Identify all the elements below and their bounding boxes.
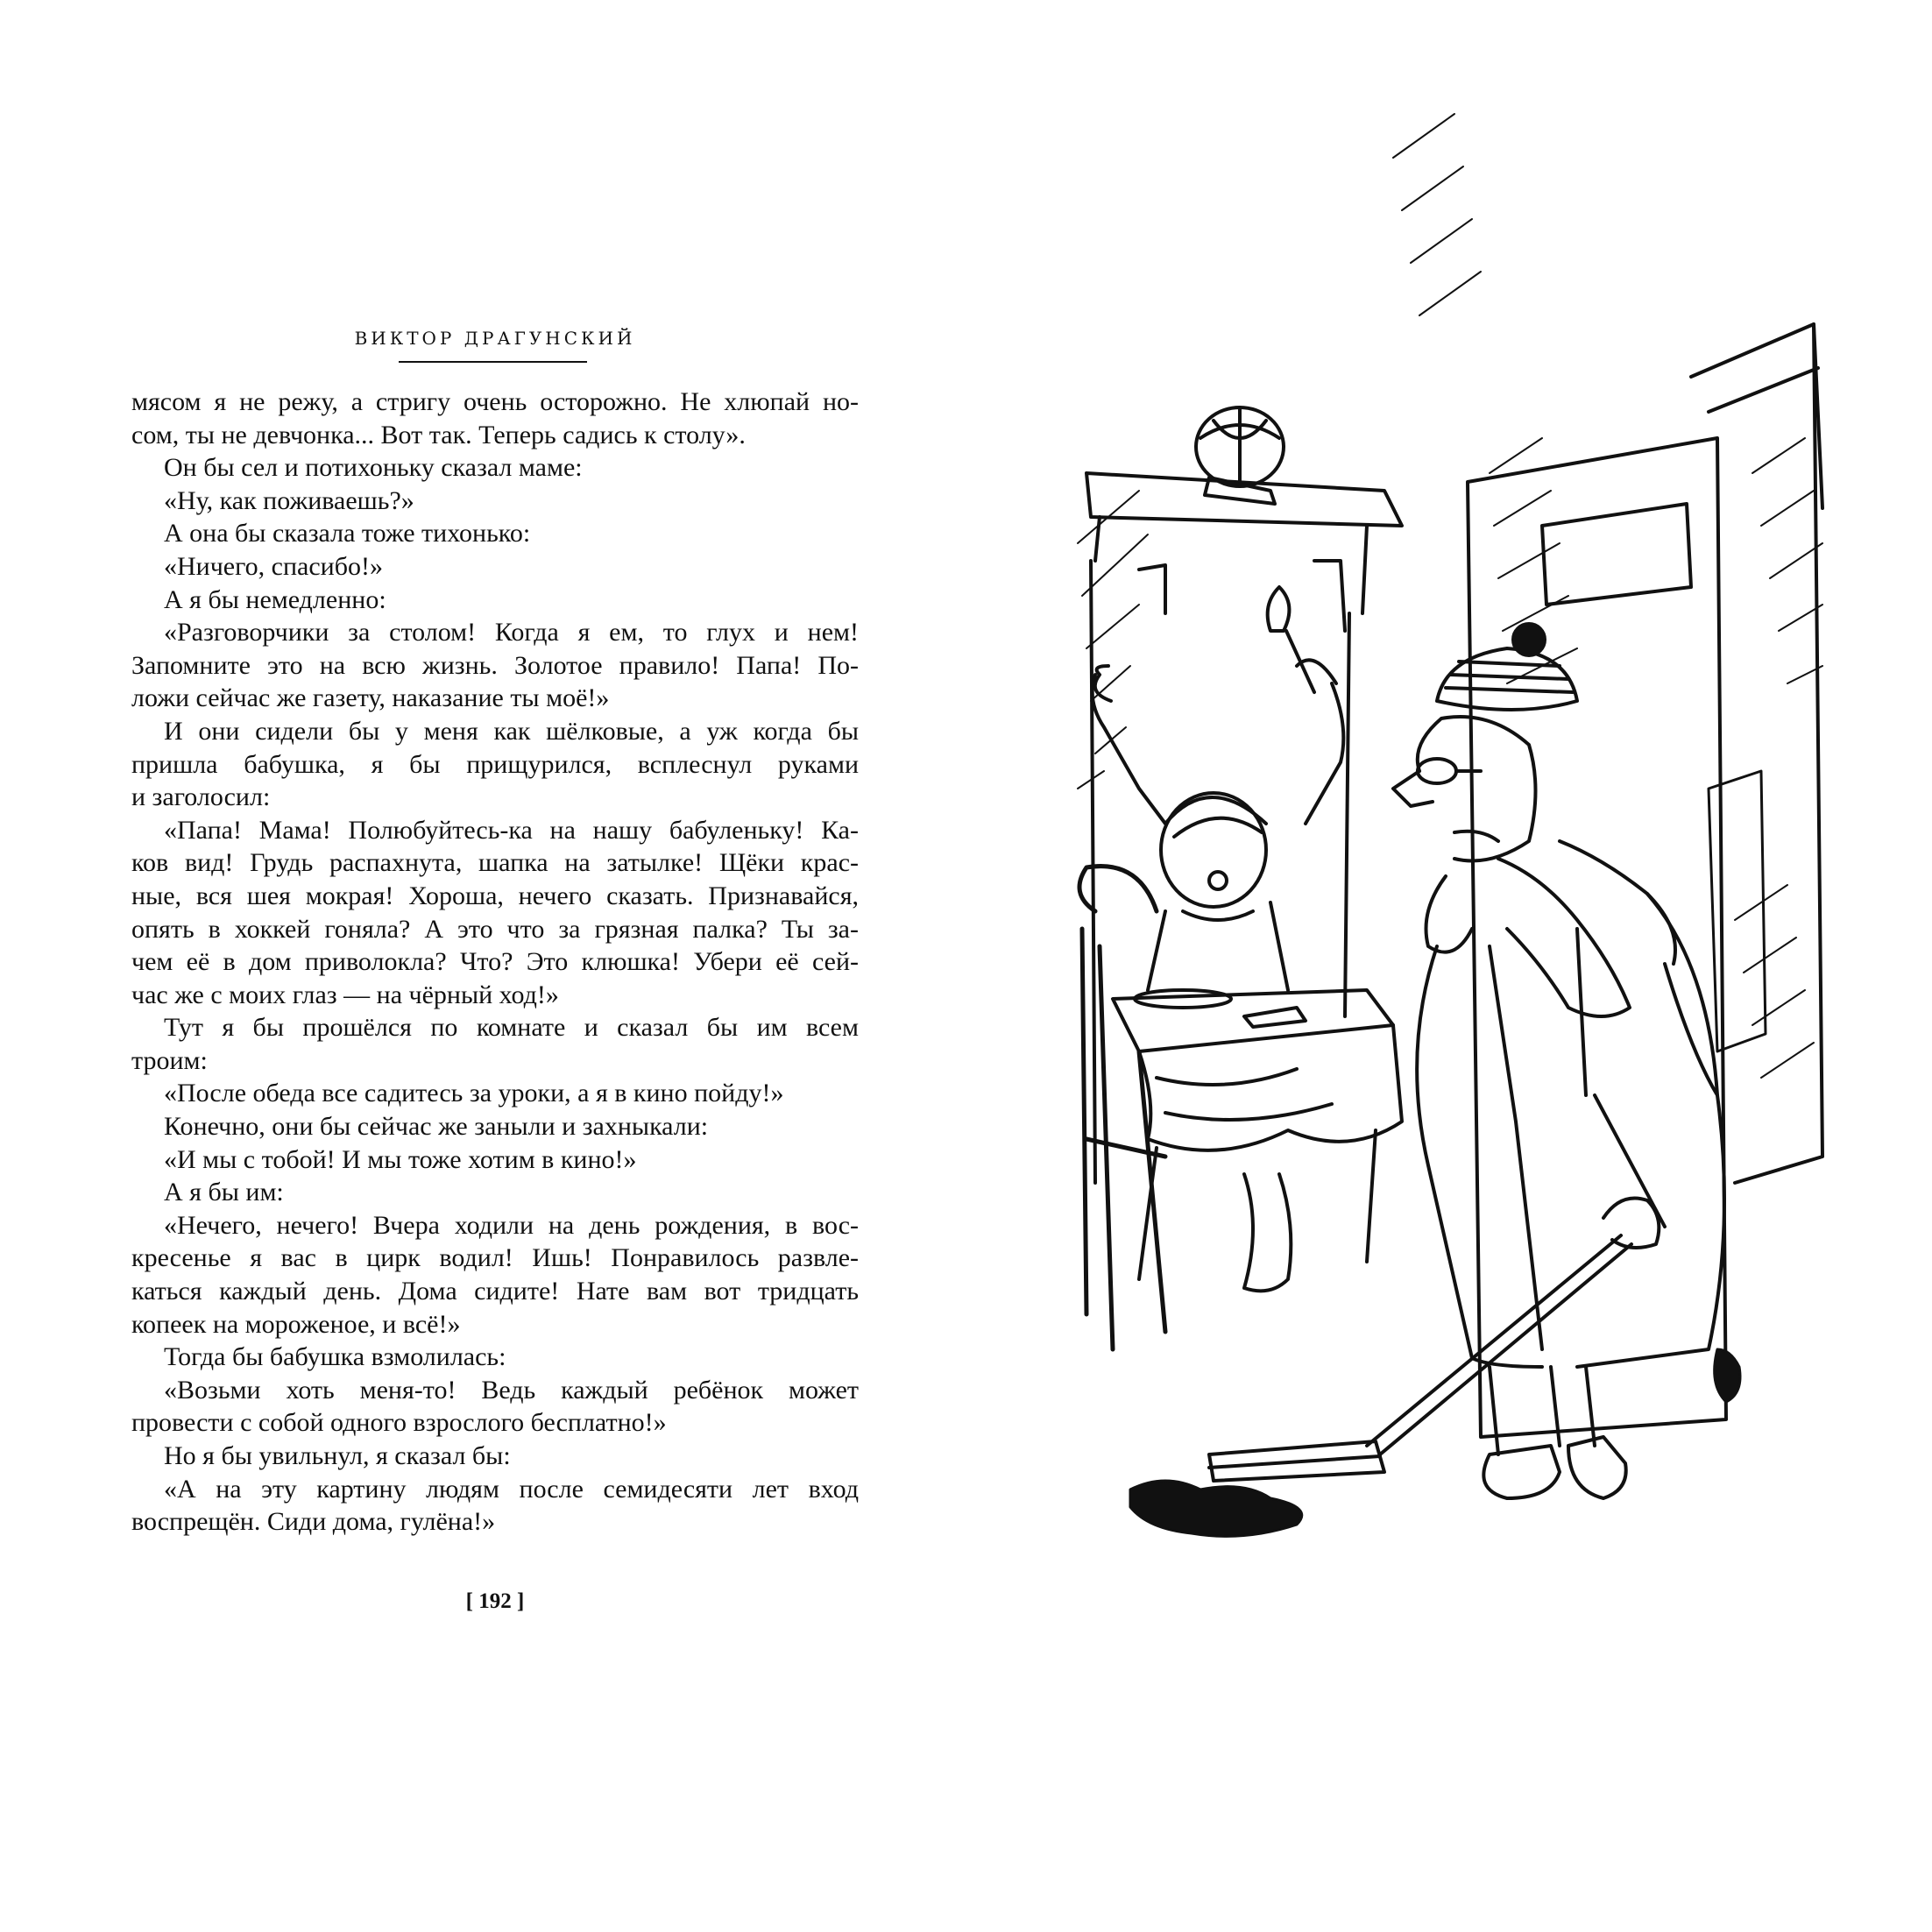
text-line: «Ничего, спасибо!» [164,551,383,581]
right-page [966,0,1932,1932]
text-line: Конечно, они бы сейчас же заныли и захныкали: [164,1112,709,1142]
text-line: провести с собой одного взрослого бесплатно!» [131,1408,667,1438]
text-line: каться каждый день. Дома сидите! Нате вам вот тридцать [131,1277,859,1306]
text-line: «Ну, как поживаешь?» [164,485,414,515]
text-line: «Возьми хоть меня-то! Ведь каждый ребёнок может [164,1375,859,1405]
text-line: опять в хоккей гоняла? А это что за грязная палка? Ты за- [131,914,859,944]
puddle [1130,1481,1302,1536]
text-line: троим: [131,1045,208,1075]
text-line: Но я бы увильнул, я сказал бы: [164,1441,511,1470]
text-line: «И мы с тобой! И мы тоже хотим в кино!» [164,1144,637,1174]
text-line: «Нечего, нечего! Вчера ходили на день рождения, в вос- [164,1210,859,1240]
text-line: ков вид! Грудь распахнута, шапка на затылке! Щёки крас- [131,848,859,878]
body-text [131,386,859,1539]
cabinet [1086,473,1402,1183]
text-line: «После обеда все садитесь за уроки, а я в кино пойду!» [164,1079,784,1108]
hockey-stick [1209,1235,1631,1481]
text-line: Тогда бы бабушка взмолилась: [164,1342,506,1372]
text-line: пришла бабушка, я бы прищурился, всплеснул руками [131,749,859,779]
text-line: «А на эту картину людям после семидесяти лет вход [164,1474,859,1504]
page-number: [ 192 ] [465,1589,525,1613]
door-frame [1468,324,1822,1437]
text-line: А я бы немедленно: [164,584,386,614]
mitten [1715,1349,1740,1402]
text-line: А она бы сказала тоже тихонько: [164,519,531,548]
text-line: и заголосил: [131,782,271,812]
illustration [966,0,1932,1932]
text-line: копеек на мороженое, и всё!» [131,1309,461,1339]
text-line: Он бы сел и потихоньку сказал маме: [164,453,583,483]
grandmother-figure [1393,624,1724,1498]
text-line: кресенье я вас в цирк водил! Ишь! Понравилось развле- [131,1243,859,1273]
text-line: сом, ты не девчонка... Вот так. Теперь садись к столу». [131,420,746,449]
header-rule [399,361,587,363]
text-line: ложи сейчас же газету, наказание ты моё!» [131,683,610,713]
text-line: ные, вся шея мокрая! Хороша, нечего сказать. Признавайся, [131,881,859,910]
running-header: ВИКТОР ДРАГУНСКИЙ [354,328,636,349]
text-line: Тут я бы прошёлся по комнате и сказал бы им всем [164,1013,859,1043]
text-line: «Папа! Мама! Полюбуйтесь-ка на нашу бабуленьку! Ка- [164,815,859,845]
text-line: А я бы им: [164,1178,284,1207]
text-line: чем её в дом приволокла? Что? Это клюшка! Убери её сей- [131,947,859,977]
text-line: И они сидели бы у меня как шёлковые, а уж когда бы [164,716,859,746]
boy-figure [1093,587,1344,990]
text-line: час же с моих глаз — на чёрный ход!» [131,980,559,1009]
text-line: «Разговорчики за столом! Когда я ем, то глух и нем! [164,618,859,648]
text-line: Запомните это на всю жизнь. Золотое правило! Папа! По- [131,650,859,680]
text-line: мясом я не режу, а стригу очень осторожно. Не хлюпай но- [131,387,859,416]
wall-hatching [1078,114,1822,1078]
text-line: воспрещён. Сиди дома, гулёна!» [131,1507,496,1537]
globe [1196,407,1284,504]
